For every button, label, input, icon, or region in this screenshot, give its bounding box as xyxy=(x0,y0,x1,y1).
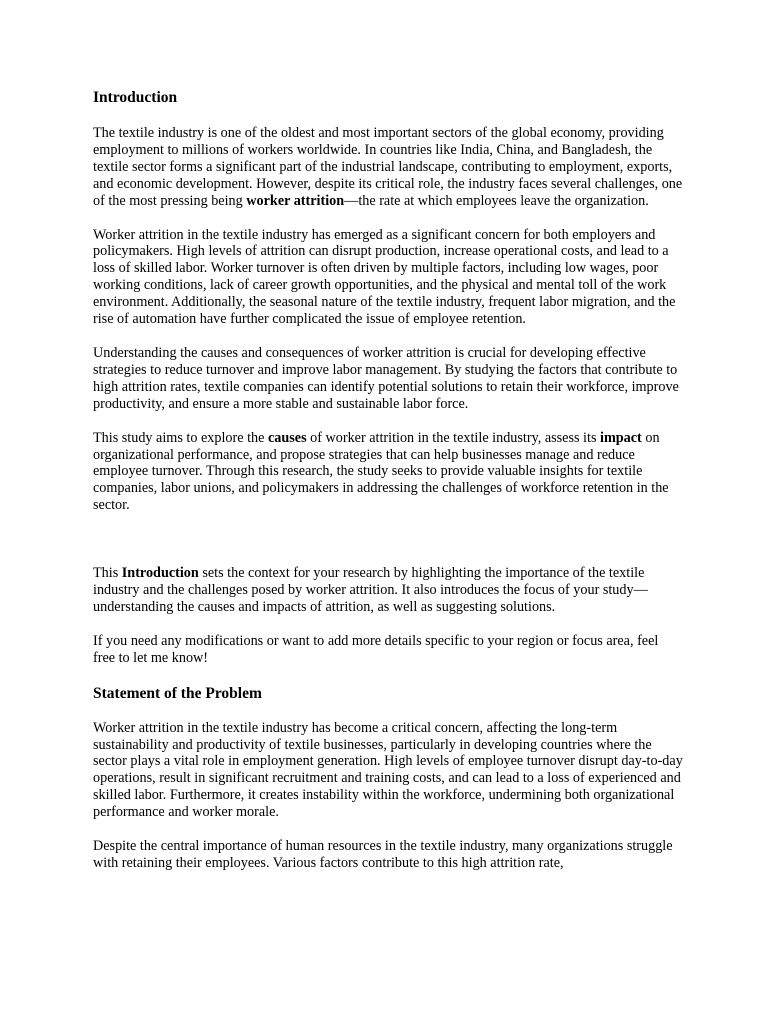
problem-paragraph-2: Despite the central importance of human resources in the textile industry, many organizations struggle with retaining their employees. Various factors contribute to this high attrition rate, xyxy=(93,838,673,871)
problem-paragraph-1: Worker attrition in the textile industry has become a critical concern, affecting the long-term sustainability and productivity of textile businesses, particularly in developing countries where the sector plays a vital role in employment generation. High levels of employee turnover disrupt day-to-day operations, result in significant recruitment and training costs, and can lead to a loss of experienced and skilled labor. Furthermore, it creates instability within the workforce, undermining both organizational performance and worker morale. xyxy=(93,719,683,821)
intro-paragraph-5 xyxy=(93,565,683,616)
intro-p4-text-end: on organizational performance, and propose strategies that can help businesses manage and reduce employee turnover. Through this research, the study seeks to provide valuable insights for textile companies, labor unions, and policymakers in addressing the challenges of workforce retention in the sector. xyxy=(93,429,669,514)
intro-p1-text: The textile industry is one of the oldest and most important sectors of the global economy, providing employment to millions of workers worldwide. In countries like India, China, and Bangladesh, the textile sector forms a significant part of the industrial landscape, contributing to employment, exports, and economic development. However, despite its critical role, the industry faces several challenges, one of the most pressing being xyxy=(93,125,683,209)
intro-p4-bold-impact: impact xyxy=(600,429,642,446)
intro-p1-text-end: —the rate at which employees leave the organization. xyxy=(344,192,649,209)
intro-p5-text-end: sets the context for your research by highlighting the importance of the textile industry and the challenges posed by worker attrition. It also introduces the focus of your study—understanding the causes and impacts of attrition, as well as suggesting solutions. xyxy=(93,565,648,615)
intro-p5-bold: Introduction xyxy=(121,565,199,582)
intro-p4-text-mid: of worker attrition in the textile industry, assess its xyxy=(306,429,601,446)
intro-paragraph-3: Understanding the causes and consequences of worker attrition is crucial for developing effective strategies to reduce turnover and improve labor management. By studying the factors that contribute to high attrition rates, textile companies can identify potential solutions to retain their workforce, improve productivity, and ensure a more stable and sustainable labor force. xyxy=(93,344,679,412)
problem-heading: Statement of the Problem xyxy=(93,684,262,702)
document-page xyxy=(93,88,683,872)
introduction-heading: Introduction xyxy=(93,89,178,106)
intro-p1-bold: worker attrition xyxy=(246,192,345,209)
intro-p4-text: This study aims to explore the xyxy=(93,429,268,446)
intro-paragraph-4 xyxy=(93,430,683,515)
intro-paragraph-1 xyxy=(93,125,683,210)
intro-paragraph-6: If you need any modifications or want to add more details specific to your region or focus area, feel free to let me know! xyxy=(93,632,659,666)
intro-paragraph-2: Worker attrition in the textile industry has emerged as a significant concern for both employers and policymakers. High levels of attrition can disrupt production, increase operational costs, and lead to a loss of skilled labor. Worker turnover is often driven by multiple factors, including low wages, poor working conditions, lack of career growth opportunities, and the physical and mental toll of the work environment. Additionally, the seasonal nature of the textile industry, frequent labor migration, and the rise of automation have further complicated the issue of employee retention. xyxy=(93,226,676,328)
intro-p4-bold-causes: causes xyxy=(267,429,307,446)
intro-p5-text: This xyxy=(93,565,122,582)
